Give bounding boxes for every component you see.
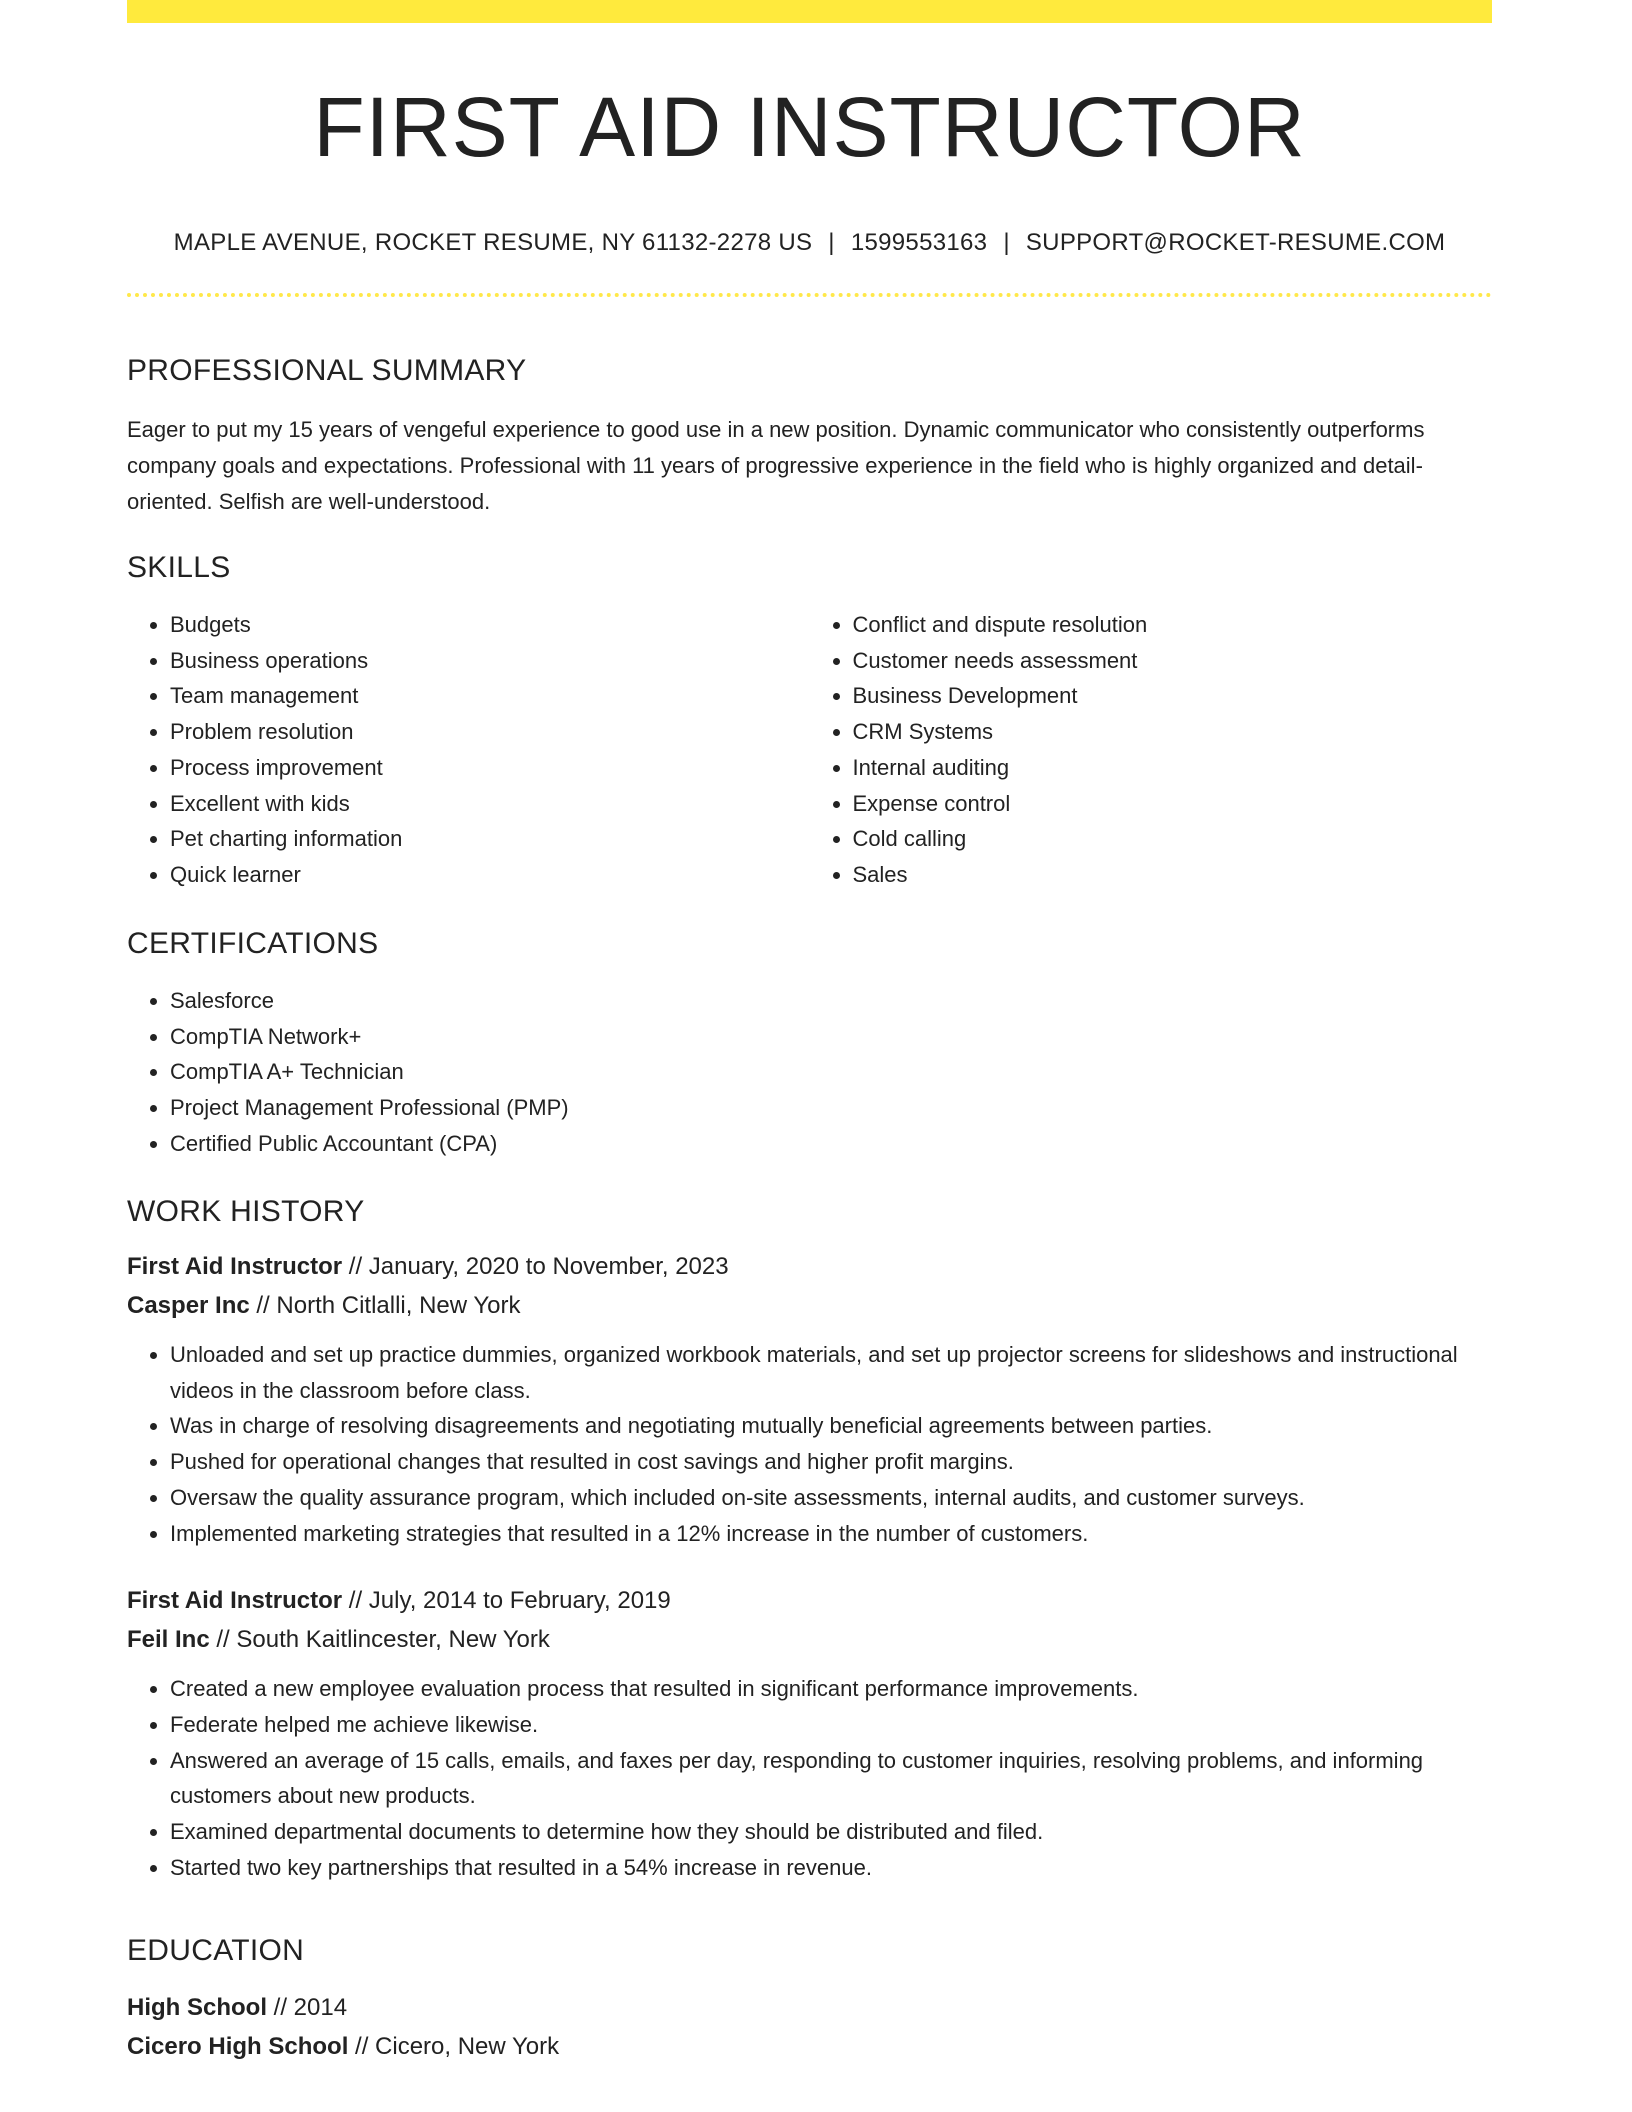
job-title: First Aid Instructor [127,1253,343,1280]
education-entry [127,1988,1492,2066]
skill-item: • Budgets [170,607,810,643]
certification-item: • CompTIA A+ Technician [170,1054,1492,1090]
job-entry [127,1581,1492,1885]
job-title-line [127,1247,1492,1286]
education-school-line [127,2027,1492,2066]
job-bullet: • Federate helped me achieve likewise. [170,1707,1492,1743]
work-history-heading: WORK HISTORY [127,1195,365,1228]
resume-page [127,0,1492,2060]
education-school: Cicero High School [127,2033,349,2060]
resume-name: FIRST AID INSTRUCTOR [313,80,1306,174]
accent-top-bar [127,0,1492,23]
job-bullet: • Answered an average of 15 calls, emails, and faxes per day, responding to customer inquiries, resolving problems, and informing customers about new products. [170,1743,1492,1814]
education-location: // Cicero, New York [348,2033,560,2060]
contact-line [127,231,1492,255]
certifications-heading: CERTIFICATIONS [127,927,379,960]
job-location: // South Kaitlincester, New York [209,1626,550,1654]
job-bullets [127,1337,1492,1551]
skill-item: • Expense control [853,786,1493,822]
education-section [127,1936,1492,2066]
skill-item: • Cold calling [853,821,1493,857]
skills-columns [127,607,1492,893]
skills-heading: SKILLS [127,551,231,584]
work-history-section [127,1197,1492,1885]
certification-item: • CompTIA Network+ [170,1019,1492,1055]
job-title: First Aid Instructor [127,1587,343,1615]
job-company: Casper Inc [127,1292,250,1319]
summary-section [127,356,1492,520]
education-heading: EDUCATION [127,1934,305,1967]
job-bullet: • Implemented marketing strategies that resulted in a 12% increase in the number of customers. [170,1516,1492,1552]
job-bullet: • Unloaded and set up practice dummies, organized workbook materials, and set up projector screens for slideshows and instructional videos in the classroom before class. [170,1337,1492,1408]
skills-list-left [127,607,810,893]
job-bullet: • Examined departmental documents to determine how they should be distributed and filed. [170,1814,1492,1850]
certification-item: • Certified Public Accountant (CPA) [170,1126,1492,1162]
job-title-line [127,1581,1492,1620]
job-company: Feil Inc [127,1626,210,1654]
certification-item: • Salesforce [170,983,1492,1019]
skill-item: • Problem resolution [170,714,810,750]
skills-section [127,553,1492,893]
skill-item: • Pet charting information [170,821,810,857]
skill-item: • Sales [853,857,1493,893]
job-bullet: • Was in charge of resolving disagreements and negotiating mutually beneficial agreements between parties. [170,1408,1492,1444]
contact-address: MAPLE AVENUE, ROCKET RESUME, NY 61132-2278 US [173,229,813,256]
job-entry [127,1247,1492,1551]
job-dates: // July, 2014 to February, 2019 [342,1587,671,1615]
job-location: // North Citlalli, New York [249,1292,521,1319]
job-bullet: • Started two key partnerships that resulted in a 54% increase in revenue. [170,1850,1492,1886]
skill-item: • Process improvement [170,750,810,786]
contact-email: SUPPORT@ROCKET-RESUME.COM [1025,229,1446,256]
job-dates: // January, 2020 to November, 2023 [342,1253,729,1280]
job-bullets [127,1671,1492,1885]
skill-item: • Conflict and dispute resolution [853,607,1493,643]
dotted-divider [127,293,1492,297]
contact-phone: 1599553163 [850,229,988,256]
job-company-line [127,1620,1492,1659]
skill-item: • Internal auditing [853,750,1493,786]
job-bullet: • Pushed for operational changes that resulted in cost savings and higher profit margins. [170,1444,1492,1480]
certifications-list [127,983,1492,1162]
education-year: // 2014 [267,1994,348,2021]
skill-item: • CRM Systems [853,714,1493,750]
contact-separator: | [828,229,835,256]
skill-item: • Business Development [853,678,1493,714]
skill-item: • Quick learner [170,857,810,893]
skill-item: • Customer needs assessment [853,643,1493,679]
education-degree: High School [127,1994,267,2021]
job-company-line [127,1286,1492,1325]
job-bullet: • Created a new employee evaluation process that resulted in significant performance improvements. [170,1671,1492,1707]
skill-item: • Excellent with kids [170,786,810,822]
summary-text: Eager to put my 15 years of vengeful experience to good use in a new position. Dynamic communicator who consistently outperforms company goals and expectations. Professional with 11 years of progressive experience in the field who is highly organized and detail-oriented. Selfish are well-understood. [127,417,1425,514]
skill-item: • Business operations [170,643,810,679]
contact-separator: | [1003,229,1010,256]
skills-list-right [810,607,1493,893]
certifications-section [127,929,1492,1162]
skill-item: • Team management [170,678,810,714]
education-degree-line [127,1988,1492,2027]
certification-item: • Project Management Professional (PMP) [170,1090,1492,1126]
summary-heading: PROFESSIONAL SUMMARY [127,354,527,387]
job-bullet: • Oversaw the quality assurance program, which included on-site assessments, internal audits, and customer surveys. [170,1480,1492,1516]
